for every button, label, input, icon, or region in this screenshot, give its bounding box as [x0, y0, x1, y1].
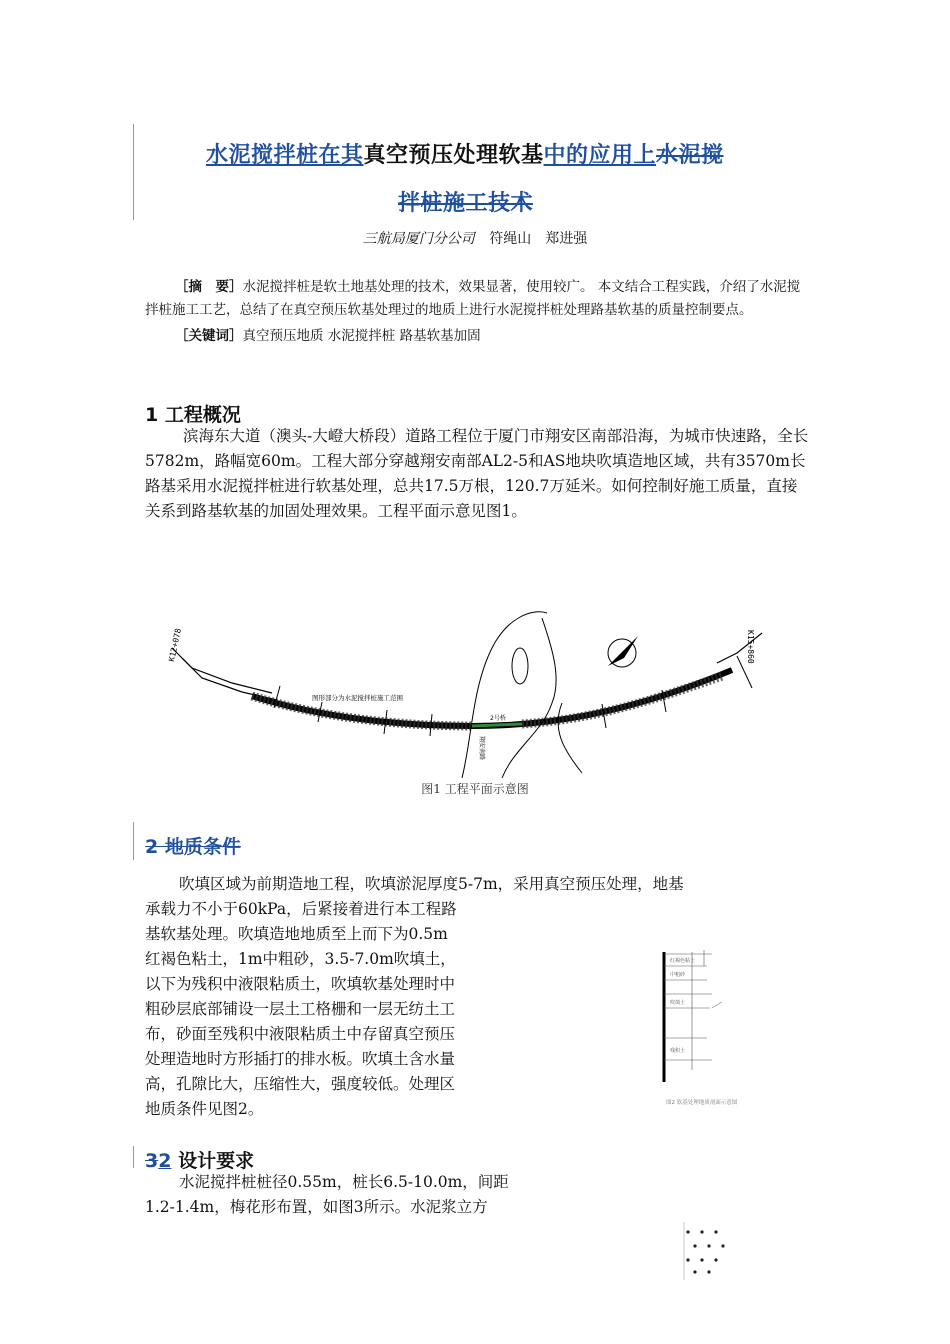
abstract-paragraph — [145, 276, 810, 322]
section-2-line: 高，孔隙比大，压缩性大，强度较低。处理区 — [145, 1075, 456, 1093]
section-1-heading: 1 工程概况 — [145, 404, 241, 426]
figure-1-caption: 图1 工程平面示意图 — [421, 782, 529, 796]
figure-2-caption: 图2 软基处理地质剖面示意图 — [666, 1100, 738, 1106]
road-edge-left-lower — [182, 658, 277, 700]
figure-1-road-label: 翔安南路 — [478, 736, 485, 761]
road-edge-left-upper — [172, 648, 272, 693]
section-2-line: 处理造地时方形插打的排水板。吹填土含水量 — [145, 1050, 456, 1068]
svg-text:红褐色粘土: 红褐色粘土 — [670, 958, 696, 964]
river-island — [512, 648, 528, 684]
section-3-line-1: 水泥搅拌桩桩径0.55m，桩长6.5-10.0m，间距 — [179, 1173, 509, 1191]
figure-1-right-station: K15+860 — [746, 630, 755, 664]
change-bar-title — [133, 124, 134, 220]
section-2-first-line: 吹填区域为前期造地工程，吹填淤泥厚度5-7m，采用真空预压处理，地基 — [179, 875, 684, 893]
figure-2-geology-profile — [652, 942, 762, 1112]
section-3-number-deleted: 3 — [145, 1150, 159, 1172]
section-3-title: 设计要求 — [171, 1150, 255, 1172]
change-bar-section2 — [133, 822, 134, 860]
title-line-1-segment-3: 水泥搅 — [656, 143, 724, 168]
section-2-line: 地质条件见图2。 — [145, 1100, 264, 1118]
document-title-line-2 — [398, 186, 533, 217]
svg-text:吹填土: 吹填土 — [670, 1000, 686, 1006]
title-line-1-segment-1: 真空预压处理软基 — [363, 143, 544, 168]
svg-text:中粗砂: 中粗砂 — [670, 972, 686, 978]
section-3-line-2: 1.2-1.4m，梅花形布置，如图3所示。水泥浆立方 — [145, 1198, 488, 1216]
section-2-line: 基软基处理。吹填造地地质至上而下为0.5m — [145, 925, 448, 943]
figure-1-bridge-label: 2号桥 — [490, 715, 506, 722]
keywords-label: ［关键词］ — [175, 328, 243, 344]
section-2-line: 粗砂层底部铺设一层土工格栅和一层无纺土工 — [145, 1000, 456, 1018]
author-line — [0, 228, 950, 248]
section-2-line: 以下为残积中液限粘质土，吹填软基处理时中 — [145, 975, 456, 993]
abstract-label: ［摘 要］ — [175, 279, 243, 295]
bridge-2-segment — [472, 724, 522, 726]
section-3-heading — [145, 1146, 254, 1173]
section-2-line: 布，砂面至残积中液限粘质土中存留真空预压 — [145, 1025, 456, 1043]
title-line-1-segment-0: 水泥搅拌桩在其 — [206, 143, 364, 168]
figure-3-pile-layout — [680, 1222, 740, 1282]
keywords-text: 真空预压地质 水泥搅拌桩 路基软基加固 — [242, 328, 481, 344]
keywords-paragraph — [145, 325, 810, 348]
section-2-paragraph — [145, 897, 545, 1122]
section-2-line: 承载力不小于60kPa，后紧接着进行本工程路 — [145, 900, 457, 918]
author-names: 符绳山 郑进强 — [489, 231, 588, 247]
document-title-line-1 — [206, 138, 724, 169]
title-line-2-segment-0: 拌桩施工技术 — [398, 191, 534, 216]
figure-1-left-station: K12+078 — [167, 627, 183, 663]
abstract-text: 水泥搅拌桩是软土地基处理的技术，效果显著，使用较广。 本文结合工程实践，介绍了水泥搅拌桩施工工艺，总结了在真空预压软基处理过的地质上进行水泥搅拌桩处理路基软基的质量控制要点。 — [145, 279, 801, 318]
change-bar-section3 — [133, 1146, 134, 1168]
section-2-line: 红褐色粘土，1m中粗砂，3.5-7.0m吹填土， — [145, 950, 456, 968]
river-bank-west — [462, 612, 547, 778]
profile-annotations — [670, 957, 722, 1054]
river-bank-east — [502, 618, 556, 778]
section-3-number-inserted: 2 — [158, 1150, 172, 1172]
figure-1-plan-drawing — [162, 608, 782, 778]
abstract-block — [145, 276, 810, 348]
section-1-paragraph: 滨海东大道（澳头-大嶝大桥段）道路工程位于厦门市翔安区南部沿海，为城市快速路，全长5782m，路幅宽60m。工程大部分穿越翔安南部AL2-5和AS地块吹填造地区域，共有3570m长路基采用水泥搅拌桩进行软基处理，总共17.5万根，120.7万延米。如何控制好施工质量，直接关系到路基软基的加固处理效果。工程平面示意见图1。 — [145, 427, 809, 520]
pile-points — [686, 1230, 724, 1273]
title-line-1-segment-2: 中的应用上 — [543, 143, 657, 168]
author-organization: 三航局厦门分公司 — [362, 231, 475, 247]
figure-1-legend: 图形部分为水泥搅拌桩施工范围 — [312, 694, 403, 702]
section-2-heading: 2 地质条件 — [145, 836, 241, 858]
svg-text:残积土: 残积土 — [670, 1048, 686, 1054]
